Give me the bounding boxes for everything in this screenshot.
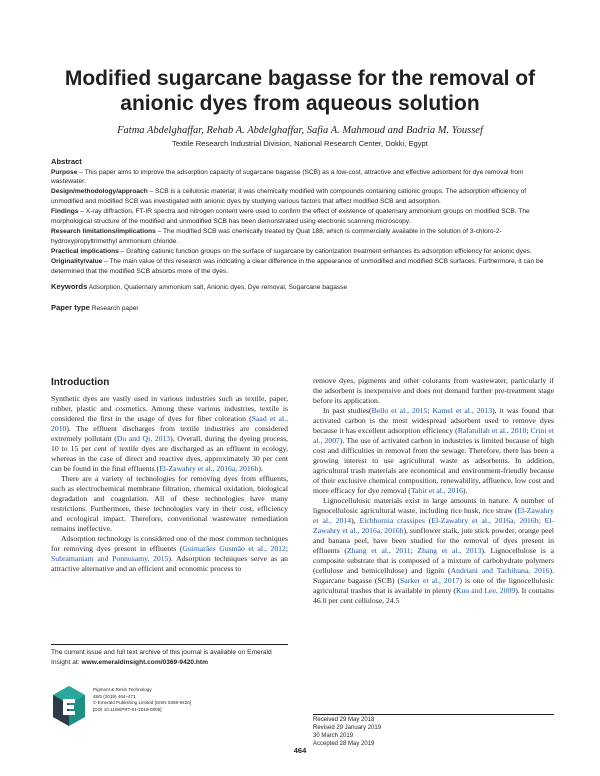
abstract-heading: Abstract — [51, 157, 82, 166]
paragraph-text: ). Overall, during the dyeing process, 10 to 15 per cent of textile dyes are discharged as an effluent in ecology, whereas in the case of direct and reactive dyes, approximately 30 per cent can be found in the final effluents ( — [51, 434, 288, 473]
abstract-item-label: Purpose — [51, 168, 78, 176]
paragraph-text: ) is one of the lignocellulosic agricultural trashes that is available in plenty ( — [313, 576, 554, 595]
journal-info-line: © Emerald Publishing Limited [ISSN 0369-9420] — [93, 700, 192, 706]
paragraph-text: remove dyes, pigments and other colorants from wastewater, particularly if the adsorbent is inexpensive and does not demand further pre-treatment stage before its application. — [313, 376, 554, 405]
citation-link[interactable]: Zhang et al., 2011 — [346, 546, 411, 555]
paragraph-text: ), — [351, 516, 360, 525]
citation-link[interactable]: Kuo and Lee, 2009 — [456, 586, 516, 595]
abstract-item-text: – The main value of this research was indicating a clear difference in the appearance of unmodified and modified SCB surfaces. Furthermore, it can be determined that the modified SCB absorbs more of the dyes. — [51, 257, 544, 275]
citation-link[interactable]: Guimarães Gusmão et al., 2012 — [182, 544, 286, 553]
citation-link[interactable]: El-Zawahry et al., 2016a, 2016b — [159, 464, 259, 473]
introduction-heading: Introduction — [51, 377, 110, 388]
paragraph-text: ), it was found that activated carbon is the most widespread adsorbent used to remove dyes because it has excellent adsorption efficiency ( — [313, 406, 554, 435]
title-line-1: Modified sugarcane bagasse for the removal of — [64, 67, 536, 90]
journal-info — [93, 687, 289, 713]
paragraph-text: ). Sugarcane bagasse (SCB) ( — [313, 566, 554, 585]
abstract-item-text: – SCB is a cellulosic material; it was chemically modified with compounds containing cationic groups. The adsorption efficiency of unmodified and modified SCB was investigated with anionic dyes by studying various factors that affect modified SCB and adsorption. — [51, 188, 527, 205]
paragraph-text: ; — [410, 546, 418, 555]
keywords-label: Keywords — [51, 282, 88, 292]
affiliation: Textile Research Industrial Division, National Research Center, Dokki, Egypt — [172, 139, 428, 148]
citation-link[interactable]: Rafatullah et al., 2010 — [457, 426, 527, 435]
paragraph-text: ), sunflower stalk, jute stick powder, orange peel and banana peel, have been studied for the removal of dyes present in effluents ( — [313, 526, 555, 555]
paragraph-text: ). — [258, 464, 263, 473]
author-list: Fatma Abdelghaffar, Rehab A. Abdelghaffar, Safia A. Mahmoud and Badria M. Youssef — [117, 125, 483, 136]
journal-info-line: 48/5 (2019) 464–471 — [93, 693, 136, 699]
keywords-line — [51, 282, 554, 293]
citation-link[interactable]: Crini et al., 2007 — [313, 426, 554, 445]
abstract-item-text: – The modified SCB was chemically treated by Quat 188, which is commercially available in the solution of 3-chloro-2-hydroxypropyltrimethyl ammonium chloride. — [51, 227, 502, 245]
citation-link[interactable]: Bello et al., 2015 — [371, 406, 428, 415]
paper-type-label: Paper type — [51, 302, 90, 312]
date-line: 30 March 2019 — [313, 733, 354, 739]
paragraph-text: ; — [526, 426, 531, 435]
paper-title — [40, 66, 560, 116]
page-number: 464 — [293, 746, 307, 755]
abstract-item-label: Design/methodology/approach — [51, 188, 148, 196]
abstract-items — [51, 168, 554, 277]
journal-info-line: Pigment & Resin Technology — [93, 687, 152, 692]
keywords-text: Adsorption, Quaternary ammonium salt, Anionic dyes, Dye removal, Sugarcane bagasse — [88, 284, 348, 292]
citation-link[interactable]: El-Zawahry et al., 2014 — [313, 506, 554, 525]
body-paragraph — [51, 534, 288, 574]
citation-link[interactable]: Zhang et al., 2013 — [417, 546, 482, 555]
citation-link[interactable]: Andriani and Tachibana, 2016 — [450, 566, 550, 575]
paragraph-text: There are a variety of technologies for removing dyes from effluents, such as electrochemical membrane filtration, chemical oxidation, biological degradation and coagulation. All of these technologies have many restrictions. Furthermore, these technologies vary in their cost, efficiency and ecological impact. Therefore, conventional wastewater remediation remains ineffective. — [51, 474, 288, 533]
body-column-left — [51, 394, 288, 574]
paragraph-text: ). — [463, 486, 468, 495]
paragraph-text: ). Lignocellulose is a composite substrate that is composed of a mixture of carbohydrate polymers (cellulose and hemicellulose) and lignin ( — [313, 546, 554, 575]
citation-link[interactable]: Du and Qi, 2013 — [116, 434, 171, 443]
citation-link[interactable]: Saad et al., 2010 — [51, 414, 288, 433]
date-line: Revised 29 January 2019 — [313, 725, 382, 731]
citation-link[interactable]: El-Zawahry et al., 2016a, 2016b; El-Zawahry et al., 2016a, 2016b — [313, 516, 554, 535]
body-paragraph — [51, 474, 288, 534]
abstract-item — [51, 227, 554, 246]
abstract-section — [51, 157, 554, 313]
archive-note-text: The current issue and full text archive of this journal is available on Emerald Insight at: — [51, 649, 272, 666]
journal-info-line: [DOI 10.1108/PRT-01-2019-0005] — [93, 706, 162, 712]
citation-link[interactable]: Kamel et al., 2013 — [432, 406, 493, 415]
footnote-divider — [51, 644, 288, 645]
body-paragraph — [51, 394, 288, 474]
paper-type-text: Research paper — [91, 304, 139, 312]
title-line-2: anionic dyes from aqueous solution — [120, 92, 480, 115]
paragraph-text: Synthetic dyes are vastly used in various industries such as textile, paper, rubber, plastic and cosmetics. Among these various industries, textile is considered the first in the usage of dyes for fiber coloration ( — [51, 394, 288, 423]
paragraph-text: ). Adsorption techniques serve as an attractive alternative and an efficient and economic process to — [51, 554, 288, 573]
paragraph-text: Lignocellulosic materials exist in large amounts in nature. A number of lignocellulosic agricultural waste, including rice husk, rice straw ( — [313, 496, 554, 515]
abstract-item-label: Research limitations/implications — [51, 227, 156, 235]
paragraph-text: Adsorption technology is considered one of the most common techniques for removing dyes present in effluents ( — [51, 534, 288, 553]
paragraph-text: ). The use of activated carbon in industries is limited because of high cost and difficulties in removal from the sewage. Therefore, there has been a growing interest to use agricultural waste as adsorbents. In addition, agricultural trash materials are economical and environment-friendly because of their exclusive chemical composition, renewability, affluence, low cost and more efficacy for dye removal ( — [313, 436, 554, 495]
paper-type-line — [51, 303, 554, 314]
abstract-item — [51, 257, 554, 276]
paragraph-text: ). It contains 46.0 per cent cellulose, 24.5 — [313, 586, 555, 605]
emerald-publishing-logo-icon — [51, 685, 87, 727]
paragraph-text: ; — [427, 406, 433, 415]
paragraph-text: ; — [285, 544, 288, 553]
paragraph-text: In past studies( — [323, 406, 372, 415]
archive-note — [51, 648, 288, 667]
body-paragraph — [313, 406, 554, 496]
citation-link[interactable]: Tahir et al., 2016 — [410, 486, 464, 495]
abstract-item-label: Originality/value — [51, 257, 103, 265]
abstract-item-text: – This paper aims to improve the adsorption capacity of sugarcane bagasse (SCB) as a low-cost, attractive and effective adsorbent for dye removal from wastewater. — [51, 168, 524, 186]
abstract-item-text: – Grafting cationic function groups on the surface of sugarcane by cationization treatment enhances its adsorption efficiency for anionic dyes. — [118, 247, 532, 255]
body-column-right — [313, 376, 554, 606]
received-dates — [313, 716, 513, 748]
date-line: Accepted 28 May 2019 — [313, 741, 375, 747]
abstract-item — [51, 168, 554, 187]
citation-link[interactable]: Subramaniam and Ponnusamy, 2015 — [51, 554, 169, 563]
abstract-item-label: Findings — [51, 208, 79, 216]
abstract-item-label: Practical implications — [51, 247, 119, 255]
dates-divider — [313, 714, 554, 715]
date-line: Received 29 May 2018 — [313, 717, 375, 723]
paragraph-text: ( — [424, 516, 432, 525]
abstract-item — [51, 207, 554, 226]
body-paragraph — [313, 376, 554, 406]
citation-link[interactable]: Sarker et al., 2017 — [400, 576, 460, 585]
paragraph-text: ). The effluent discharges from textile industries are considered extremely pollutant ( — [51, 424, 288, 443]
abstract-item — [51, 187, 554, 206]
body-paragraph — [313, 496, 554, 606]
citation-link[interactable]: Eichhornia crassipes — [359, 516, 425, 525]
abstract-item — [51, 247, 554, 257]
archive-url-link[interactable]: www.emeraldinsight.com/0369-9420.htm — [81, 658, 208, 666]
abstract-item-text: – X-ray diffraction, FT-IR spectra and nitrogen content were used to confirm the effect of existence of quaternary ammonium groups on modified SCB. The morphological structure of the modified and unmodified SCB has been demonstrated using electronic scanning microscopy. — [51, 208, 530, 225]
